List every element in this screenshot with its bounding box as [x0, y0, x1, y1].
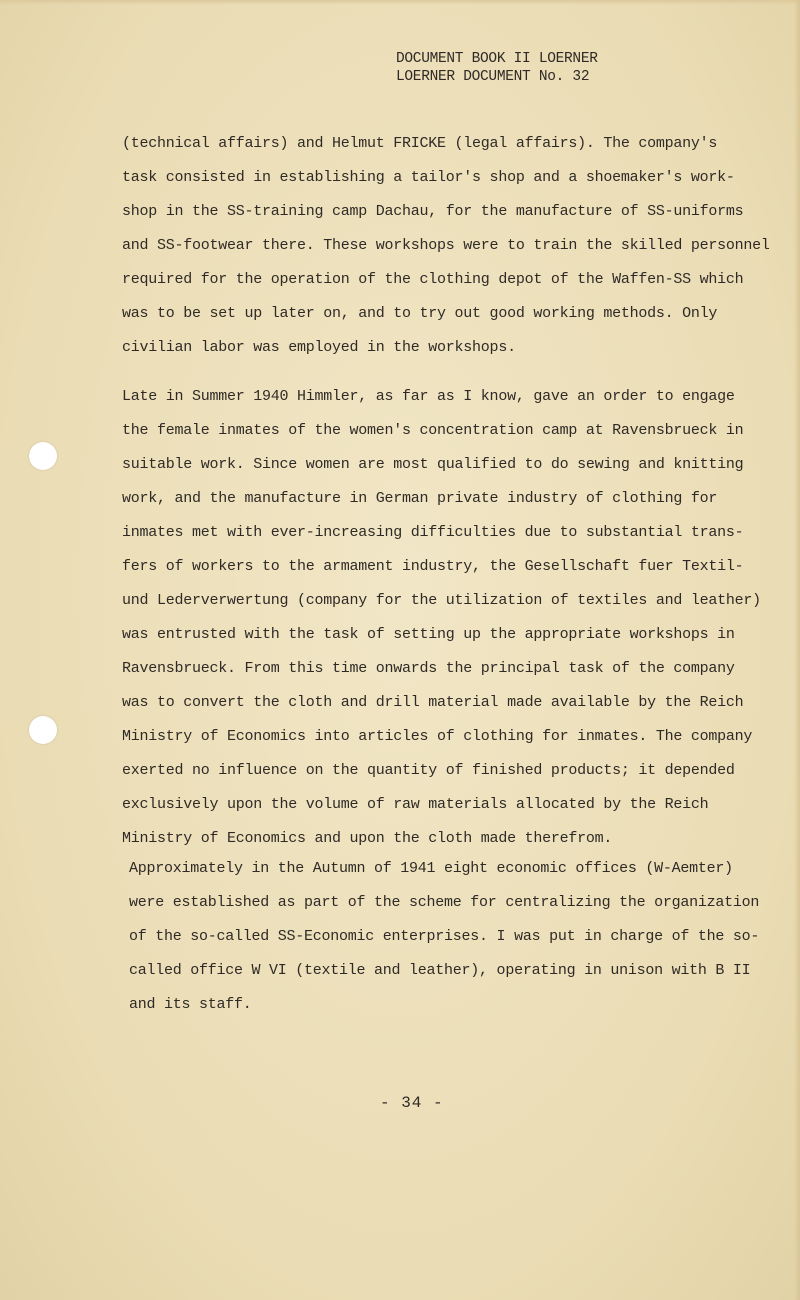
text-line: work, and the manufacture in German private industry of clothing for — [122, 490, 718, 507]
text-line: was to convert the cloth and drill material made available by the Reich — [122, 694, 744, 711]
punch-hole-lower — [29, 716, 57, 744]
text-line: civilian labor was employed in the workshops. — [122, 339, 516, 356]
text-line: Ministry of Economics into articles of clothing for inmates. The company — [122, 728, 753, 745]
text-line: fers of workers to the armament industry, the Gesellschaft fuer Textil- — [122, 558, 744, 575]
text-line: of the so-called SS-Economic enterprises. I was put in charge of the so- — [129, 928, 760, 945]
text-line: Ravensbrueck. From this time onwards the principal task of the company — [122, 660, 735, 677]
text-line: were established as part of the scheme for centralizing the organization — [129, 894, 760, 911]
text-line: task consisted in establishing a tailor's shop and a shoemaker's work- — [122, 169, 735, 186]
text-line: Ministry of Economics and upon the cloth made therefrom. — [122, 830, 613, 847]
header-line-document-number: LOERNER DOCUMENT No. 32 — [396, 69, 590, 85]
text-line: exerted no influence on the quantity of finished products; it depended — [122, 762, 735, 779]
text-line: required for the operation of the clothing depot of the Waffen-SS which — [122, 271, 744, 288]
text-line: shop in the SS-training camp Dachau, for the manufacture of SS-uniforms — [122, 203, 744, 220]
paragraph-ravensbrueck — [122, 380, 762, 856]
text-line: the female inmates of the women's concentration camp at Ravensbrueck in — [122, 422, 744, 439]
text-line: Approximately in the Autumn of 1941 eight economic offices (W-Aemter) — [129, 860, 733, 877]
text-line: and its staff. — [129, 996, 252, 1013]
paragraph-economic-offices — [129, 852, 769, 1022]
page-number: - 34 - — [380, 1094, 444, 1112]
text-line: Late in Summer 1940 Himmler, as far as I know, gave an order to engage — [122, 388, 735, 405]
text-line: (technical affairs) and Helmut FRICKE (legal affairs). The company's — [122, 135, 718, 152]
paper-edge-top — [0, 0, 800, 5]
header-line-book: DOCUMENT BOOK II LOERNER — [396, 51, 598, 67]
text-line: was to be set up later on, and to try out good working methods. Only — [122, 305, 718, 322]
document-header — [396, 50, 598, 86]
punch-hole-upper — [29, 442, 57, 470]
paper-edge-right — [794, 0, 800, 1300]
text-line: suitable work. Since women are most qualified to do sewing and knitting — [122, 456, 744, 473]
text-line: called office W VI (textile and leather), operating in unison with B II — [129, 962, 751, 979]
paragraph-company-task — [122, 127, 770, 365]
text-line: inmates met with ever-increasing difficulties due to substantial trans- — [122, 524, 744, 541]
text-line: was entrusted with the task of setting up the appropriate workshops in — [122, 626, 735, 643]
text-line: and SS-footwear there. These workshops were to train the skilled personnel — [122, 237, 770, 254]
text-line: exclusively upon the volume of raw materials allocated by the Reich — [122, 796, 709, 813]
text-line: und Lederverwertung (company for the utilization of textiles and leather) — [122, 592, 761, 609]
